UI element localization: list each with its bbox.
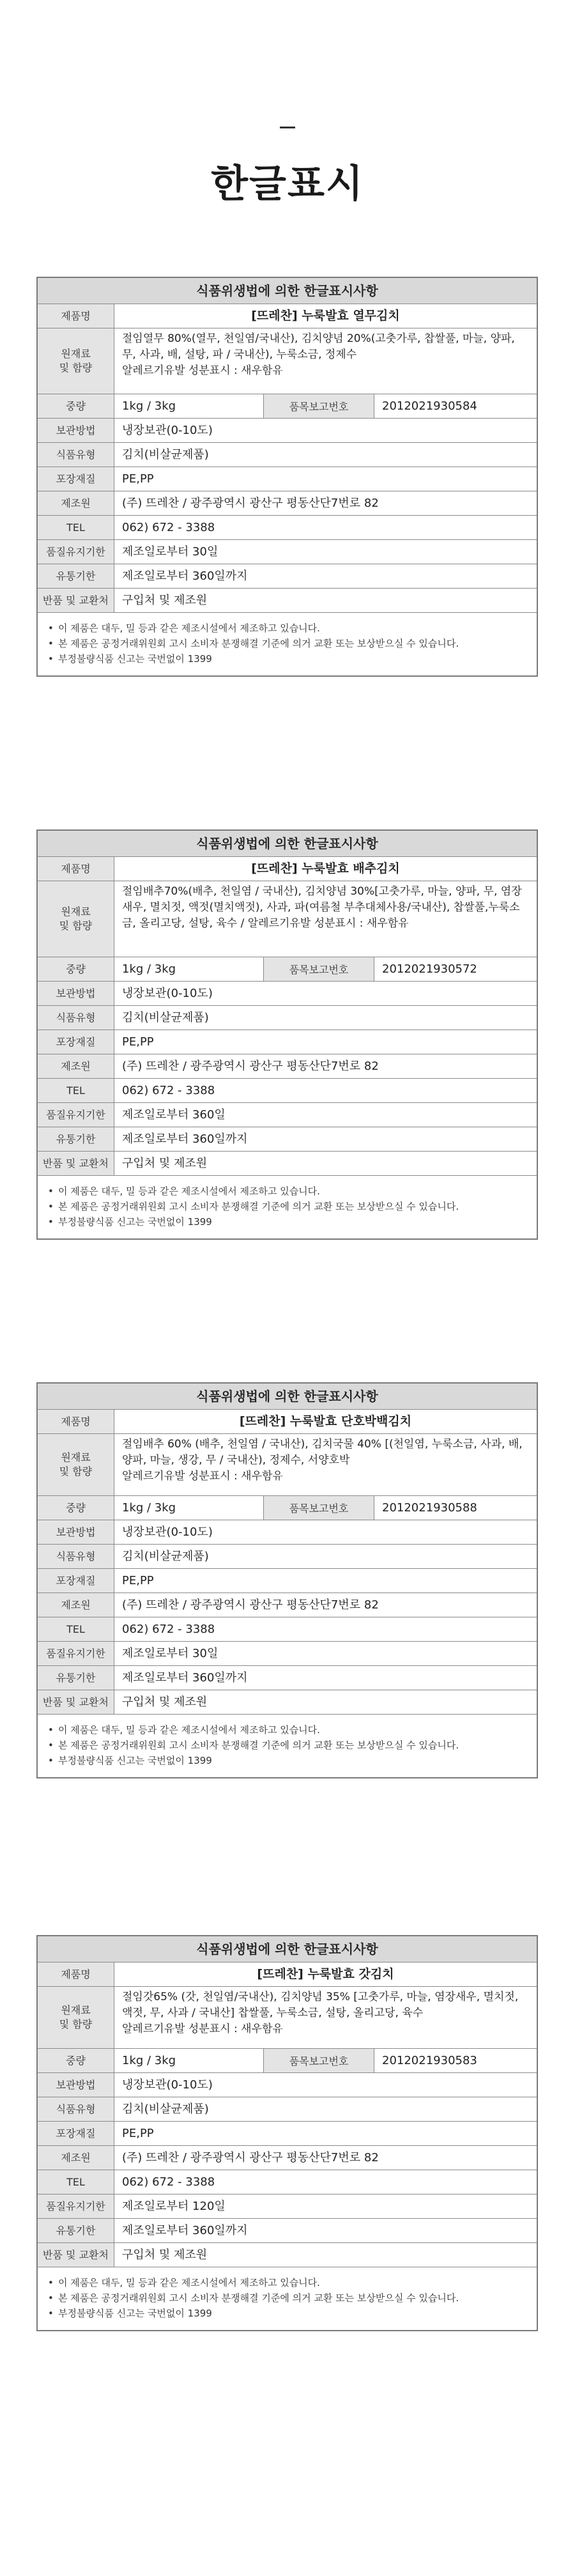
row-food-type [38, 1006, 537, 1030]
row-quality [38, 540, 537, 564]
label-report-no: 품목보고번호 [264, 957, 374, 981]
weight-value: 1kg / 3kg [114, 957, 264, 981]
label-card-2 [36, 829, 538, 1240]
card-title: 식품위생법에 의한 한글표시사항 [38, 1936, 537, 1963]
label-report-no: 품목보고번호 [264, 2049, 374, 2072]
note-text: 본 제품은 공정거래위원회 고시 소비자 분쟁해결 기준에 의거 교환 또는 보상받으실 수 있습니다. [58, 1739, 459, 1751]
row-maker [38, 1593, 537, 1617]
tel-value: 062) 672 - 3388 [122, 521, 215, 534]
row-product [38, 304, 537, 328]
maker-value: (주) 뜨레찬 / 광주광역시 광산구 평동산단7번로 82 [122, 1060, 379, 1073]
label-tel: TEL [38, 1079, 114, 1102]
row-maker [38, 491, 537, 516]
label-expiry: 유통기한 [38, 564, 114, 588]
label-packaging: 포장재질 [38, 1030, 114, 1054]
note-text: 이 제품은 대두, 밀 등과 같은 제조시설에서 제조하고 있습니다. [58, 1724, 320, 1736]
expiry-value: 제조일로부터 360일까지 [122, 2224, 248, 2237]
product-name: [뜨레찬] 누룩발효 열무김치 [251, 309, 400, 323]
note-text: 부정불량식품 신고는 국번없이 1399 [58, 653, 212, 665]
label-weight: 중량 [38, 2049, 114, 2072]
bullet-icon: • [48, 1185, 54, 1197]
notes [38, 1715, 537, 1777]
label-maker: 제조원 [38, 2146, 114, 2170]
report-no-value: 2012021930588 [382, 1501, 477, 1515]
product-name: [뜨레찬] 누룩발효 갓김치 [257, 1967, 394, 1981]
note-item [48, 621, 528, 636]
label-returns: 반품 및 교환처 [38, 2243, 114, 2267]
row-tel [38, 1079, 537, 1103]
note-text: 이 제품은 대두, 밀 등과 같은 제조시설에서 제조하고 있습니다. [58, 622, 320, 634]
label-product: 제품명 [38, 857, 114, 881]
note-item [48, 2306, 528, 2321]
row-expiry [38, 1666, 537, 1690]
row-storage [38, 2073, 537, 2097]
label-maker: 제조원 [38, 491, 114, 515]
label-card-1 [36, 277, 538, 677]
label-packaging: 포장재질 [38, 2122, 114, 2145]
label-storage: 보관방법 [38, 419, 114, 442]
tel-value: 062) 672 - 3388 [122, 2175, 215, 2189]
note-item [48, 1753, 528, 1768]
report-no-value: 2012021930584 [382, 399, 477, 413]
row-maker [38, 1054, 537, 1079]
label-product: 제품명 [38, 1963, 114, 1986]
returns-value: 구입처 및 제조원 [122, 2248, 208, 2262]
bullet-icon: • [48, 1739, 54, 1751]
row-food-type [38, 2097, 537, 2122]
maker-value: (주) 뜨레찬 / 광주광역시 광산구 평동산단7번로 82 [122, 497, 379, 510]
label-ingredients: 원재료 및 함량 [38, 1987, 114, 2048]
row-food-type [38, 443, 537, 467]
report-no-value: 2012021930583 [382, 2054, 477, 2067]
label-product: 제품명 [38, 1410, 114, 1433]
label-expiry: 유통기한 [38, 1666, 114, 1690]
food-type-value: 김치(비살균제품) [122, 2102, 209, 2116]
label-ingredients: 원재료 및 함량 [38, 881, 114, 957]
ingredients-text: 절임배추 60% (배추, 천일염 / 국내산), 김치국물 40% [(천일염, 누룩소금, 사과, 배, 양파, 마늘, 생강, 무 / 국내산), 정제수, 서양호박 알레르기유발 성분표시 : 새우함유 [122, 1438, 523, 1483]
label-weight: 중량 [38, 394, 114, 418]
row-returns [38, 589, 537, 613]
label-maker: 제조원 [38, 1054, 114, 1078]
card-title: 식품위생법에 의한 한글표시사항 [38, 1384, 537, 1410]
quality-value: 제조일로부터 30일 [122, 545, 218, 559]
row-tel [38, 1617, 537, 1642]
tel-value: 062) 672 - 3388 [122, 1623, 215, 1636]
label-returns: 반품 및 교환처 [38, 1152, 114, 1175]
notes [38, 2267, 537, 2330]
note-item [48, 1738, 528, 1753]
label-maker: 제조원 [38, 1593, 114, 1617]
label-quality: 품질유지기한 [38, 1103, 114, 1127]
storage-value: 냉장보관(0-10도) [122, 1525, 213, 1539]
label-tel: TEL [38, 516, 114, 539]
weight-value: 1kg / 3kg [114, 1496, 264, 1520]
note-item [48, 1722, 528, 1738]
row-quality [38, 2194, 537, 2219]
bullet-icon: • [48, 2308, 54, 2319]
row-packaging [38, 467, 537, 491]
notes [38, 613, 537, 675]
row-returns [38, 1690, 537, 1715]
product-name: [뜨레찬] 누룩발효 배추김치 [251, 861, 400, 875]
bullet-icon: • [48, 2292, 54, 2304]
row-ingredients [38, 1434, 537, 1496]
label-returns: 반품 및 교환처 [38, 1690, 114, 1714]
food-type-value: 김치(비살균제품) [122, 1011, 209, 1024]
row-returns [38, 2243, 537, 2267]
storage-value: 냉장보관(0-10도) [122, 2078, 213, 2092]
label-storage: 보관방법 [38, 2073, 114, 2097]
note-text: 이 제품은 대두, 밀 등과 같은 제조시설에서 제조하고 있습니다. [58, 2277, 320, 2288]
row-quality [38, 1642, 537, 1666]
bullet-icon: • [48, 1216, 54, 1228]
label-storage: 보관방법 [38, 1520, 114, 1544]
returns-value: 구입처 및 제조원 [122, 594, 208, 607]
row-product [38, 1963, 537, 1987]
label-packaging: 포장재질 [38, 467, 114, 491]
packaging-value: PE,PP [122, 1035, 154, 1049]
label-card-4 [36, 1935, 538, 2331]
storage-value: 냉장보관(0-10도) [122, 987, 213, 1000]
bullet-icon: • [48, 2277, 54, 2288]
row-storage [38, 419, 537, 443]
label-packaging: 포장재질 [38, 1569, 114, 1593]
label-food-type: 식품유형 [38, 1006, 114, 1030]
note-item [48, 651, 528, 667]
card-title: 식품위생법에 의한 한글표시사항 [38, 278, 537, 304]
note-text: 본 제품은 공정거래위원회 고시 소비자 분쟁해결 기준에 의거 교환 또는 보상받으실 수 있습니다. [58, 2292, 459, 2304]
weight-value: 1kg / 3kg [114, 2049, 264, 2072]
label-food-type: 식품유형 [38, 2097, 114, 2121]
bullet-icon: • [48, 622, 54, 634]
packaging-value: PE,PP [122, 472, 154, 486]
label-storage: 보관방법 [38, 982, 114, 1005]
label-report-no: 품목보고번호 [264, 1496, 374, 1520]
row-product [38, 1410, 537, 1434]
label-tel: TEL [38, 2170, 114, 2194]
row-storage [38, 982, 537, 1006]
note-item [48, 1199, 528, 1214]
note-text: 부정불량식품 신고는 국번없이 1399 [58, 1755, 212, 1766]
quality-value: 제조일로부터 30일 [122, 1647, 218, 1660]
row-packaging [38, 2122, 537, 2146]
label-quality: 품질유지기한 [38, 1642, 114, 1665]
packaging-value: PE,PP [122, 1574, 154, 1587]
note-text: 부정불량식품 신고는 국번없이 1399 [58, 1216, 212, 1228]
ingredients-text: 절임갓65% (갓, 천일염/국내산), 김치양념 35% [고춧가루, 마늘, 염장새우, 멸치젓, 액젓, 무, 사과 / 국내산] 찹쌀풀, 누룩소금, 설탕, 올리고당, 육수 알레르기유발 성분표시 : 새우함유 [122, 1991, 519, 2035]
row-quality [38, 1103, 537, 1127]
notes [38, 1176, 537, 1238]
label-weight: 중량 [38, 1496, 114, 1520]
row-maker [38, 2146, 537, 2170]
quality-value: 제조일로부터 360일 [122, 1108, 226, 1122]
row-food-type [38, 1545, 537, 1569]
weight-value: 1kg / 3kg [114, 394, 264, 418]
row-storage [38, 1520, 537, 1545]
label-food-type: 식품유형 [38, 1545, 114, 1568]
report-no-value: 2012021930572 [382, 962, 477, 976]
quality-value: 제조일로부터 120일 [122, 2200, 226, 2213]
bullet-icon: • [48, 638, 54, 649]
note-text: 이 제품은 대두, 밀 등과 같은 제조시설에서 제조하고 있습니다. [58, 1185, 320, 1197]
storage-value: 냉장보관(0-10도) [122, 424, 213, 437]
note-text: 본 제품은 공정거래위원회 고시 소비자 분쟁해결 기준에 의거 교환 또는 보상받으실 수 있습니다. [58, 638, 459, 649]
row-expiry [38, 1127, 537, 1152]
bullet-icon: • [48, 1724, 54, 1736]
note-item [48, 2275, 528, 2290]
food-type-value: 김치(비살균제품) [122, 448, 209, 461]
row-expiry [38, 2219, 537, 2243]
bullet-icon: • [48, 653, 54, 665]
card-title: 식품위생법에 의한 한글표시사항 [38, 831, 537, 857]
label-food-type: 식품유형 [38, 443, 114, 467]
page-title: 한글표시 [211, 162, 364, 206]
label-returns: 반품 및 교환처 [38, 589, 114, 612]
row-tel [38, 516, 537, 540]
ingredients-text: 절임배추70%(배추, 천일염 / 국내산), 김치양념 30%[고춧가루, 마늘, 양파, 무, 염장새우, 멸치젓, 액젓(멸치액젓), 사과, 파(여름철 부추대체사용/국내산), 찹쌀풀,누룩소금, 올리고당, 설탕, 육수 / 알레르기유발 성분표시 : 새우함유 [122, 885, 522, 930]
returns-value: 구입처 및 제조원 [122, 1157, 208, 1170]
expiry-value: 제조일로부터 360일까지 [122, 1671, 248, 1685]
row-weight [38, 2049, 537, 2073]
expiry-value: 제조일로부터 360일까지 [122, 569, 248, 583]
bullet-icon: • [48, 1201, 54, 1212]
row-ingredients [38, 1987, 537, 2049]
label-weight: 중량 [38, 957, 114, 981]
row-returns [38, 1152, 537, 1176]
row-weight [38, 1496, 537, 1520]
label-ingredients: 원재료 및 함량 [38, 1434, 114, 1495]
note-item [48, 1184, 528, 1199]
row-ingredients [38, 881, 537, 957]
expiry-value: 제조일로부터 360일까지 [122, 1132, 248, 1146]
maker-value: (주) 뜨레찬 / 광주광역시 광산구 평동산단7번로 82 [122, 2151, 379, 2164]
row-ingredients [38, 328, 537, 394]
product-name: [뜨레찬] 누룩발효 단호박백김치 [239, 1414, 412, 1428]
packaging-value: PE,PP [122, 2127, 154, 2140]
row-expiry [38, 564, 537, 589]
tel-value: 062) 672 - 3388 [122, 1084, 215, 1097]
row-weight [38, 394, 537, 419]
label-ingredients: 원재료 및 함량 [38, 328, 114, 394]
note-text: 부정불량식품 신고는 국번없이 1399 [58, 2308, 212, 2319]
label-expiry: 유통기한 [38, 2219, 114, 2242]
label-quality: 품질유지기한 [38, 2194, 114, 2218]
note-item [48, 1214, 528, 1230]
label-tel: TEL [38, 1617, 114, 1641]
row-weight [38, 957, 537, 982]
note-item [48, 636, 528, 651]
note-item [48, 2290, 528, 2306]
label-quality: 품질유지기한 [38, 540, 114, 564]
label-card-3 [36, 1382, 538, 1778]
food-type-value: 김치(비살균제품) [122, 1550, 209, 1563]
label-product: 제품명 [38, 304, 114, 328]
label-expiry: 유통기한 [38, 1127, 114, 1151]
maker-value: (주) 뜨레찬 / 광주광역시 광산구 평동산단7번로 82 [122, 1598, 379, 1612]
title-dash-divider [280, 127, 295, 128]
row-packaging [38, 1569, 537, 1593]
row-packaging [38, 1030, 537, 1054]
label-report-no: 품목보고번호 [264, 394, 374, 418]
note-text: 본 제품은 공정거래위원회 고시 소비자 분쟁해결 기준에 의거 교환 또는 보상받으실 수 있습니다. [58, 1201, 459, 1212]
bullet-icon: • [48, 1755, 54, 1766]
ingredients-text: 절임열무 80%(열무, 천일염/국내산), 김치양념 20%(고춧가루, 찹쌀풀, 마늘, 양파, 무, 사과, 배, 설탕, 파 / 국내산), 누룩소금, 정제수 알레르기유발 성분표시 : 새우함유 [122, 332, 515, 377]
row-tel [38, 2170, 537, 2194]
returns-value: 구입처 및 제조원 [122, 1695, 208, 1709]
row-product [38, 857, 537, 881]
